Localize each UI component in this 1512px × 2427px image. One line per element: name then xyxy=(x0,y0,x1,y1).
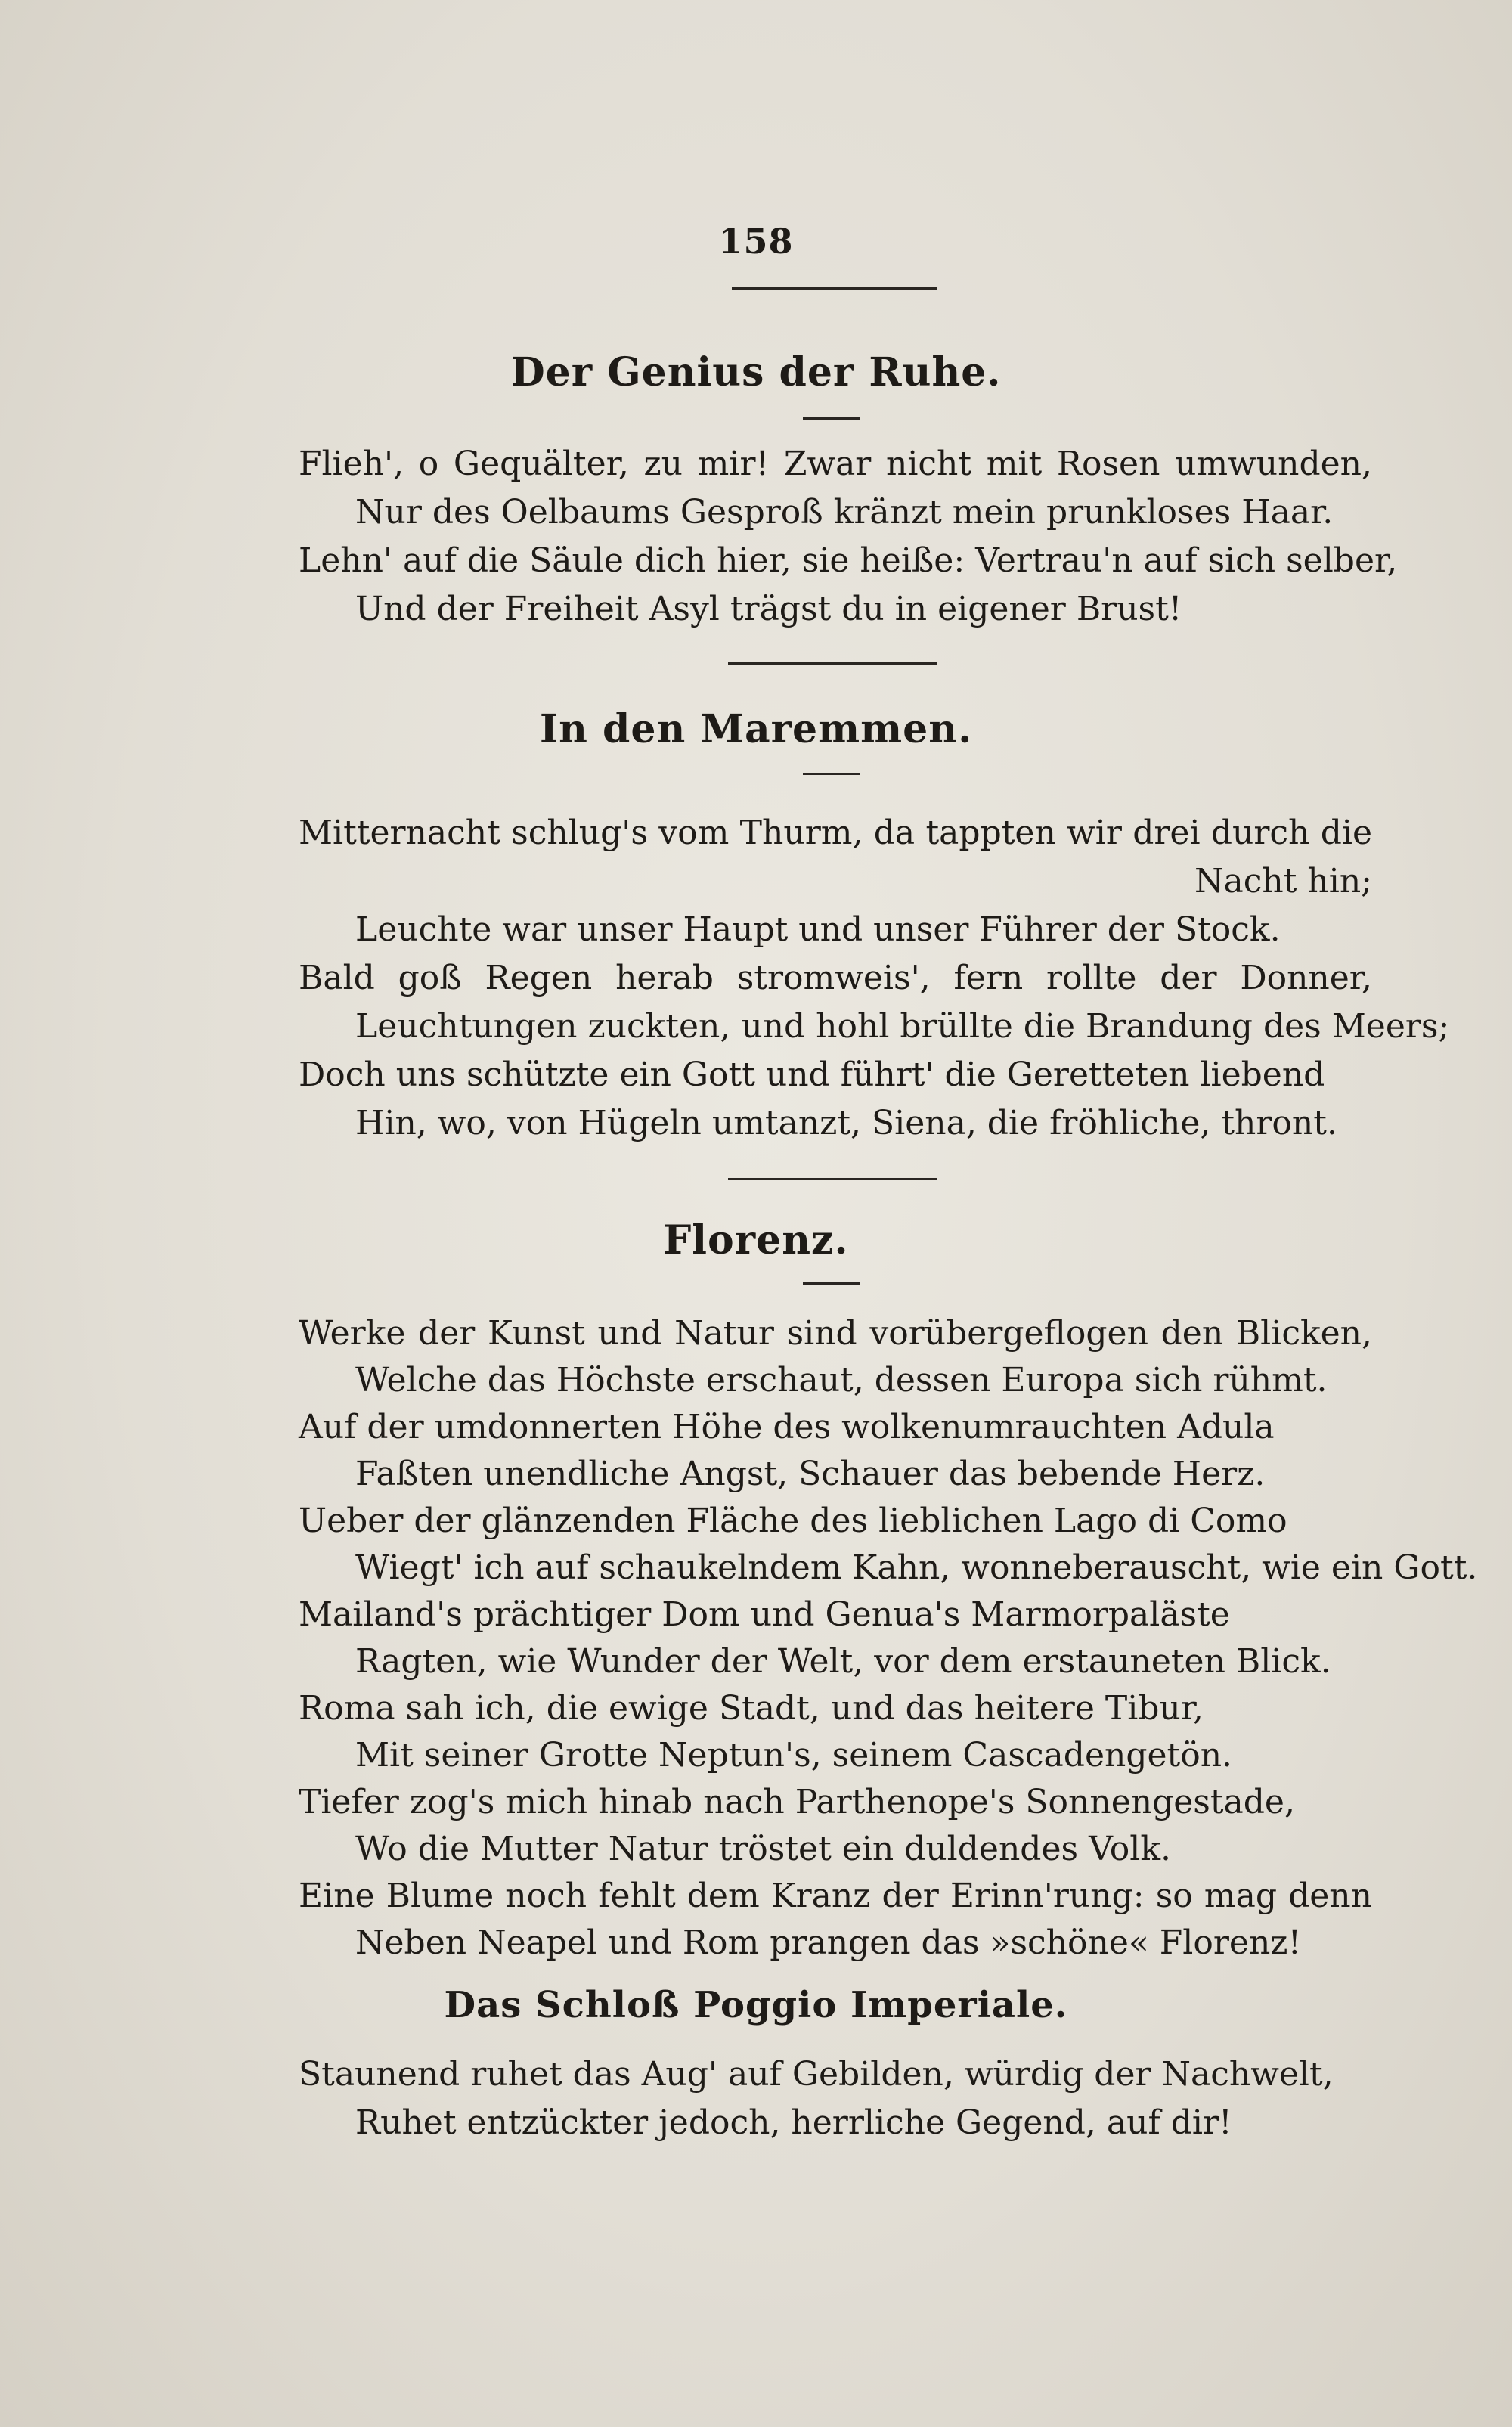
poem-line: Mailand's prächtiger Dom und Genua's Marmorpaläste xyxy=(299,1595,1230,1634)
title-divider xyxy=(803,773,860,775)
poem-line: Tiefer zog's mich hinab nach Parthenope's Sonnengestade, xyxy=(299,1783,1295,1821)
poem-title-maremmen: In den Maremmen. xyxy=(539,706,973,752)
poem-line: Wiegt' ich auf schaukelndem Kahn, wonneberauscht, wie ein Gott. xyxy=(355,1548,1478,1587)
page-number: 158 xyxy=(718,221,794,262)
poem-line: Welche das Höchste erschaut, dessen Europa sich rühmt. xyxy=(355,1361,1328,1399)
poem-line: Wo die Mutter Natur tröstet ein duldendes Volk. xyxy=(355,1830,1172,1868)
poem-line: Nur des Oelbaums Gesproß kränzt mein prunkloses Haar. xyxy=(355,493,1334,532)
poem-line: Flieh', o Gequälter, zu mir! Zwar nicht mit Rosen umwunden, xyxy=(299,445,1372,483)
section-rule xyxy=(728,1178,937,1180)
poem-title-florenz: Florenz. xyxy=(663,1217,849,1263)
poem-line: Roma sah ich, die ewige Stadt, und das heitere Tibur, xyxy=(299,1689,1204,1728)
poem-line: Nacht hin; xyxy=(1194,862,1372,900)
poem-line: Auf der umdonnerten Höhe des wolkenumrauchten Adula xyxy=(299,1408,1275,1446)
poem-line: Ruhet entzückter jedoch, herrliche Gegend, auf dir! xyxy=(355,2103,1232,2142)
title-divider xyxy=(803,1282,860,1285)
header-rule xyxy=(732,287,937,290)
poem-line: Ragten, wie Wunder der Welt, vor dem erstauneten Blick. xyxy=(355,1642,1331,1681)
poem-line: Neben Neapel und Rom prangen das »schöne« Florenz! xyxy=(355,1923,1302,1962)
poem-title-genius: Der Genius der Ruhe. xyxy=(510,349,1002,395)
poem-line: Staunend ruhet das Aug' auf Gebilden, würdig der Nachwelt, xyxy=(299,2055,1334,2094)
poem-line: Leuchtungen zuckten, und hohl brüllte die Brandung des Meers; xyxy=(355,1007,1450,1046)
poem-line: Mit seiner Grotte Neptun's, seinem Cascadengetön. xyxy=(355,1736,1233,1775)
poem-line: Doch uns schützte ein Gott und führt' die Geretteten liebend xyxy=(299,1055,1325,1094)
poem-line: Und der Freiheit Asyl trägst du in eigener Brust! xyxy=(355,590,1182,628)
poem-line: Hin, wo, von Hügeln umtanzt, Siena, die fröhliche, thront. xyxy=(355,1104,1337,1142)
poem-line: Ueber der glänzenden Fläche des lieblichen Lago di Como xyxy=(299,1502,1287,1540)
poem-line: Mitternacht schlug's vom Thurm, da tappten wir drei durch die xyxy=(299,814,1372,852)
poem-line: Lehn' auf die Säule dich hier, sie heiße: Vertrau'n auf sich selber, xyxy=(299,541,1398,580)
poem-line: Faßten unendliche Angst, Schauer das bebende Herz. xyxy=(355,1455,1266,1493)
poem-line: Bald goß Regen herab stromweis', fern rollte der Donner, xyxy=(299,959,1372,997)
poem-line: Werke der Kunst und Natur sind vorübergeflogen den Blicken, xyxy=(299,1314,1372,1353)
poem-line: Eine Blume noch fehlt dem Kranz der Erinn'rung: so mag denn xyxy=(299,1877,1372,1915)
poem-title-poggio-imperiale: Das Schloß Poggio Imperiale. xyxy=(444,1984,1068,2026)
poem-line: Leuchte war unser Haupt und unser Führer der Stock. xyxy=(355,910,1281,949)
title-divider xyxy=(803,417,860,420)
section-rule xyxy=(728,662,937,665)
